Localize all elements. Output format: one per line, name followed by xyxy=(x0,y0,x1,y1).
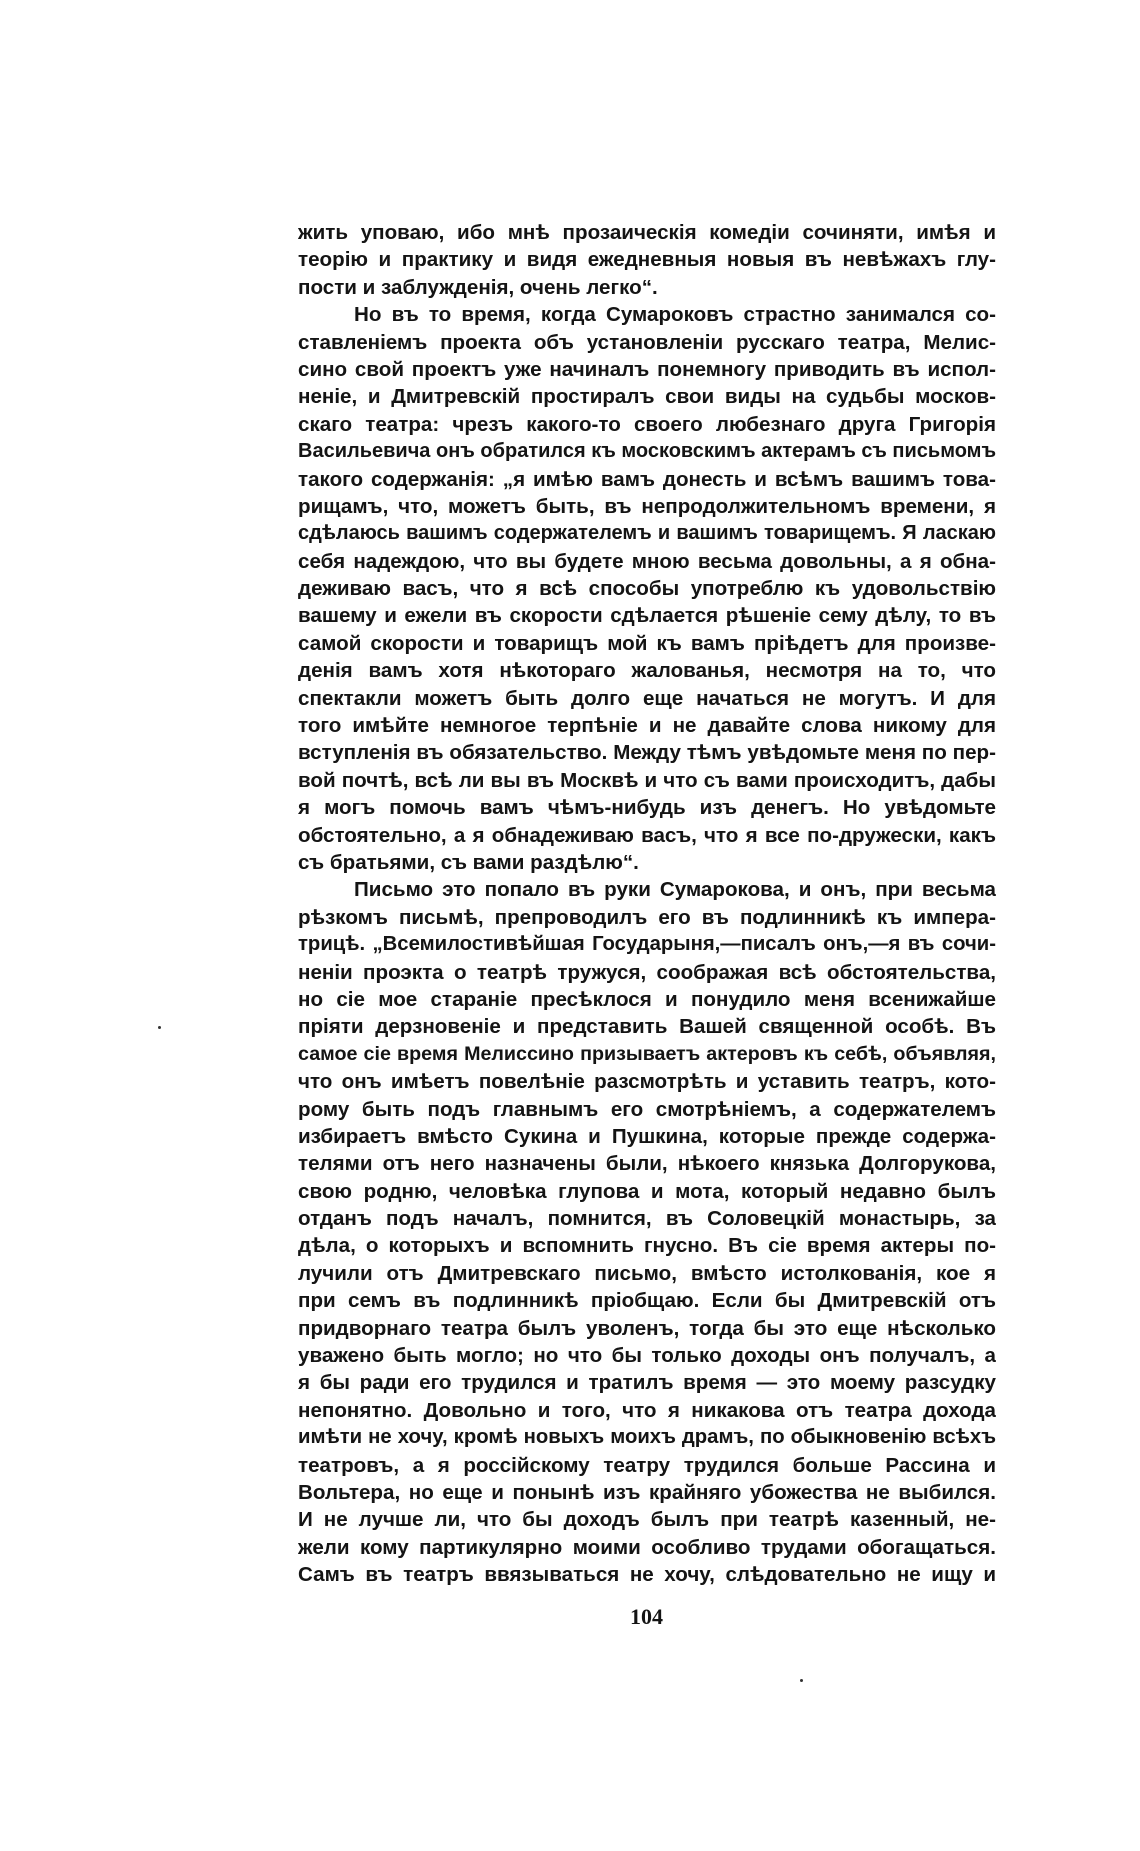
text-line: я могъ помочь вамъ чѣмъ-нибудь изъ денегъ. Но увѣдомьте xyxy=(298,796,996,820)
text-line: Вольтера, но еще и понынѣ изъ крайняго убожества не выбился. xyxy=(298,1480,996,1504)
text-line: театровъ, а я россійскому театру трудился больше Рассина и xyxy=(298,1453,996,1477)
text-line: себя надеждою, что вы будете мною весьма довольны, а я обна- xyxy=(298,549,996,573)
text-line: И не лучше ли, что бы доходъ былъ при театрѣ казенный, не- xyxy=(298,1508,996,1532)
text-line: съ братьями, съ вами раздѣлю“. xyxy=(298,850,639,874)
text-line: денія вамъ хотя нѣкотораго жалованья, несмотря на то, что xyxy=(298,659,996,683)
text-line: лучили отъ Дмитревскаго письмо, вмѣсто истолкованія, кое я xyxy=(298,1261,996,1285)
text-line: рищамъ, что, можетъ быть, въ непродолжительномъ времени, я xyxy=(298,494,996,518)
text-line: имѣти не хочу, кромѣ новыхъ моихъ драмъ, по обыкновенію всѣхъ xyxy=(298,1426,996,1449)
text-line: отданъ подъ началъ, помнится, въ Соловецкій монастырь, за xyxy=(298,1207,996,1231)
text-line: вашему и ежели въ скорости сдѣлается рѣшеніе сему дѣлу, то въ xyxy=(298,604,996,628)
text-line: жить уповаю, ибо мнѣ прозаическія комедіи сочиняти, имѣя и xyxy=(298,221,996,244)
text-line: при семъ въ подлинникѣ пріобщаю. Если бы Дмитревскій отъ xyxy=(298,1289,996,1313)
text-line: телями отъ него назначены были, нѣкоего князька Долгорукова, xyxy=(298,1152,996,1176)
text-line: неніи проэкта о театрѣ тружуся, соображая всѣ обстоятельства, xyxy=(298,960,996,984)
print-speck xyxy=(800,1679,803,1682)
text-line: вой почтѣ, всѣ ли вы въ Москвѣ и что съ вами происходитъ, дабы xyxy=(298,768,996,792)
text-line: вступленія въ обязательство. Между тѣмъ увѣдомьте меня по пер- xyxy=(298,741,996,765)
text-line: сино свой проектъ уже начиналъ понемногу приводить въ испол- xyxy=(298,357,996,381)
text-line: избираетъ вмѣсто Сукина и Пушкина, которые прежде содержа- xyxy=(298,1124,996,1148)
text-line: такого содержанія: „я имѣю вамъ донесть и всѣмъ вашимъ това- xyxy=(298,467,996,491)
text-line: Письмо это попало въ руки Сумарокова, и онъ, при весьма xyxy=(354,878,996,902)
text-line: уважено быть могло; но что бы только доходы онъ получалъ, а xyxy=(298,1344,996,1368)
text-line: непонятно. Довольно и того, что я никакова отъ театра дохода xyxy=(298,1398,996,1422)
text-line: рѣзкомъ письмѣ, препроводилъ его въ подлинникѣ къ импера- xyxy=(298,905,996,929)
text-line: трицѣ. „Всемилостивѣйшая Государыня,—писалъ онъ,—я въ сочи- xyxy=(298,933,996,956)
text-line: самой скорости и товарищъ мой къ вамъ пріѣдетъ для произве- xyxy=(298,631,996,655)
text-line: пости и заблужденія, очень легко“. xyxy=(298,275,658,299)
text-line: я бы ради его трудился и тратилъ время — это моему разсудку xyxy=(298,1371,996,1395)
print-speck xyxy=(158,1026,161,1029)
text-line: обстоятельно, а я обнадеживаю васъ, что я все по-дружески, какъ xyxy=(298,823,996,847)
text-line: Но въ то время, когда Сумароковъ страстно занимался со- xyxy=(354,303,996,327)
text-line: ставленіемъ проекта объ установленіи русскаго театра, Мелис- xyxy=(298,330,996,354)
text-line: скаго театра: чрезъ какого-то своего любезнаго друга Григорія xyxy=(298,412,996,436)
text-line: спектакли можетъ быть долго еще начаться не могутъ. И для xyxy=(298,686,996,710)
text-line: пріяти дерзновеніе и представить Вашей священной особѣ. Въ xyxy=(298,1015,996,1039)
text-line: Самъ въ театръ ввязываться не хочу, слѣдовательно не ищу и xyxy=(298,1563,996,1587)
text-line: Васильевича онъ обратился къ московскимъ актерамъ съ письмомъ xyxy=(298,440,996,463)
page-number: 104 xyxy=(630,1604,663,1629)
text-line: деживаю васъ, что я всѣ способы употреблю къ удовольствію xyxy=(298,577,996,601)
body-text xyxy=(298,219,996,1589)
text-line: рому быть подъ главнымъ его смотрѣніемъ, а содержателемъ xyxy=(298,1097,996,1121)
text-line: но сіе мое стараніе пресѣклося и понудило меня всенижайше xyxy=(298,987,996,1011)
text-line: жели кому партикулярно моими особливо трудами обогащаться. xyxy=(298,1535,996,1559)
text-line: неніе, и Дмитревскій простиралъ свои виды на судьбы москов- xyxy=(298,385,996,409)
text-line: что онъ имѣетъ повелѣніе разсмотрѣть и уставить театръ, кото- xyxy=(298,1070,996,1094)
text-line: дѣла, о которыхъ и вспомнить гнусно. Въ сіе время актеры по- xyxy=(298,1234,996,1258)
text-line: теорію и практику и видя ежедневныя новыя въ невѣжахъ глу- xyxy=(298,248,996,272)
text-line: придворнаго театра былъ уволенъ, тогда бы это еще нѣсколько xyxy=(298,1316,996,1340)
text-line: самое сіе время Мелиссино призываетъ актеровъ къ себѣ, объявляя, xyxy=(298,1042,996,1065)
text-line: того имѣйте немногое терпѣніе и не давайте слова никому для xyxy=(298,714,996,738)
text-line: свою родню, человѣка глупова и мота, который недавно былъ xyxy=(298,1179,996,1203)
text-line: сдѣлаюсь вашимъ содержателемъ и вашимъ товарищемъ. Я ласкаю xyxy=(298,522,996,545)
